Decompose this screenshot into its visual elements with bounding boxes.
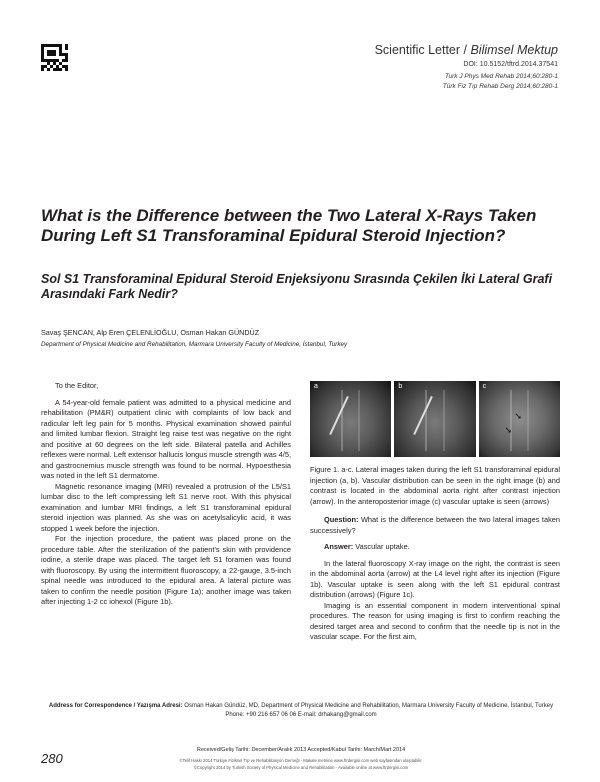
correspondence xyxy=(41,702,561,720)
answer xyxy=(310,542,560,553)
figure-caption: Figure 1. a-c. Lateral images taken during the left S1 transforaminal epidural injection (a, b). Vascular distribution can be seen in the right image (b) and contrast is located in the abdominal aorta right after contrast injection (arrow). In the anteroposterior image (c) vascular uptake is seen (arrows) xyxy=(310,465,560,506)
journal-citation-tr: Türk Fiz Tıp Rehab Derg 2014;60:280-1 xyxy=(442,83,558,90)
paragraph: A 54-year-old female patient was admitted to a physical medicine and rehabilitation (PM&R) outpatient clinic with complaints of low back and radicular left leg pain for 5 months. Physical examination showed painful and limited lumbar flexion. Straight leg raise test was negative on the right and positive at 60 degrees on the left side. Bilateral patella and Achilles reflexes were normal. Left extensor hallucis longus muscle strength was 4/5, and gastrocnemius muscle strength was found to be normal. Hypoesthesia was noted in the left S1 dermatome. xyxy=(41,397,291,480)
correspondence-text: Osman Hakan Gündüz, MD, Department of Physical Medicine and Rehabilitation, Marmara University Faculty of Medicine, İstanbul, Turkey Phone: +90 216 657 06 06 E-mail: drhakang@gmail.com xyxy=(182,703,554,718)
paragraph: Imaging is an essential component in modern interventional spinal procedures. The reason for using imaging is first to confirm reaching the desired target area and second to confirm that the needle tip is not in the vascular scape. For the first aim, xyxy=(310,600,560,641)
doi: DOI: 10.5152/tftrd.2014.37541 xyxy=(463,61,558,68)
salutation: To the Editor, xyxy=(55,381,99,390)
affiliation: Department of Physical Medicine and Rehabilitation, Marmara University Faculty of Medicine, İstanbul, Turkey xyxy=(41,341,348,348)
article-type-separator: / xyxy=(460,43,471,57)
copyright-en: ©Copyright 2014 by Turkish Society of Physical Medicine and Rehabilitation - Available online at www.ftrdergisi.com xyxy=(193,765,409,770)
body-right-column xyxy=(310,465,560,643)
page-number: 280 xyxy=(41,751,63,766)
answer-text: Vascular uptake. xyxy=(353,542,410,551)
copyright-tr: ©Telif Hakkı 2014 Türkiye Fiziksel Tıp ve Rehabilitasyon Derneği - Makale metnine www.ftrdergisi.com web sayfasından ulaşılabilir. xyxy=(179,758,423,763)
received-accepted-dates: Received/Geliş Tarihi: December/Aralık 2013 Accepted/Kabul Tarihi: March/Mart 2014 xyxy=(196,747,406,753)
xray-image-a xyxy=(310,381,391,457)
question xyxy=(310,515,560,536)
xray-image-b xyxy=(394,381,475,457)
answer-label: Answer: xyxy=(324,542,354,551)
figure-images xyxy=(310,381,560,457)
arrow-icon: ➘ xyxy=(504,425,513,436)
article-type xyxy=(375,43,558,57)
question-text: What is the difference between the two lateral images taken successively? xyxy=(310,515,560,535)
qr-code xyxy=(41,44,68,71)
authors: Savaş ŞENCAN, Alp Eren ÇELENLİOĞLU, Osman Hakan GÜNDÜZ xyxy=(41,328,260,337)
paragraph: For the injection procedure, the patient was placed prone on the procedure table. After the sterilization of the patient's skin with providence iodine, a sterile drape was placed. The target left S1 foramen was found with fluoroscopy. By using the intermittent fluoroscopy, a 22-gauge, 3.5-inch spinal needle was introduced to the epidural area. A lateral picture was taken to confirm the needle position (Figure 1a); another image was taken after injecting 1-2 cc iohexol (Figure 1b). xyxy=(41,534,291,606)
spine-shape xyxy=(341,390,361,451)
correspondence-label: Address for Correspondence / Yazışma Adresi: xyxy=(48,703,183,709)
paragraph: Magnetic resonance imaging (MRI) revealed a protrusion of the L5/S1 lumbar disc to the left compressing left S1 nerve root. With this physical examination and lumbar MRI findings, a left S1 transforaminal epidural steroid injection was planned. As she was on acetylsalicylic acid, it was stopped 1 week before the injection. xyxy=(41,481,291,533)
figure-label-b: b xyxy=(398,383,403,390)
title-turkish: Sol S1 Transforaminal Epidural Steroid Enjeksiyonu Sırasında Çekilen İki Lateral Grafi Arasındaki Fark Nedir? xyxy=(41,272,553,301)
xray-image-c xyxy=(479,381,560,457)
arrow-icon: ➘ xyxy=(514,411,522,422)
figure-label-c: c xyxy=(482,383,487,390)
article-type-en: Scientific Letter xyxy=(374,43,461,57)
paragraph: In the lateral fluoroscopy X-ray image on the right, the contrast is seen in the abdominal aorta (arrow) at the L4 level right after its injection (Figure 1b). Vascular uptake is seen along with the left S1 epidural contrast distribution (arrows) (Figure 1c). xyxy=(310,558,560,599)
article-type-tr: Bilimsel Mektup xyxy=(470,43,558,57)
figure-label-a: a xyxy=(314,383,318,390)
journal-citation-en: Turk J Phys Med Rehab 2014;60:280-1 xyxy=(445,73,558,80)
question-label: Question: xyxy=(324,515,359,524)
body-left-column xyxy=(41,381,291,608)
title-english: What is the Difference between the Two Lateral X-Rays Taken During Left S1 Transforaminal Epidural Steroid Injection? xyxy=(41,206,537,245)
